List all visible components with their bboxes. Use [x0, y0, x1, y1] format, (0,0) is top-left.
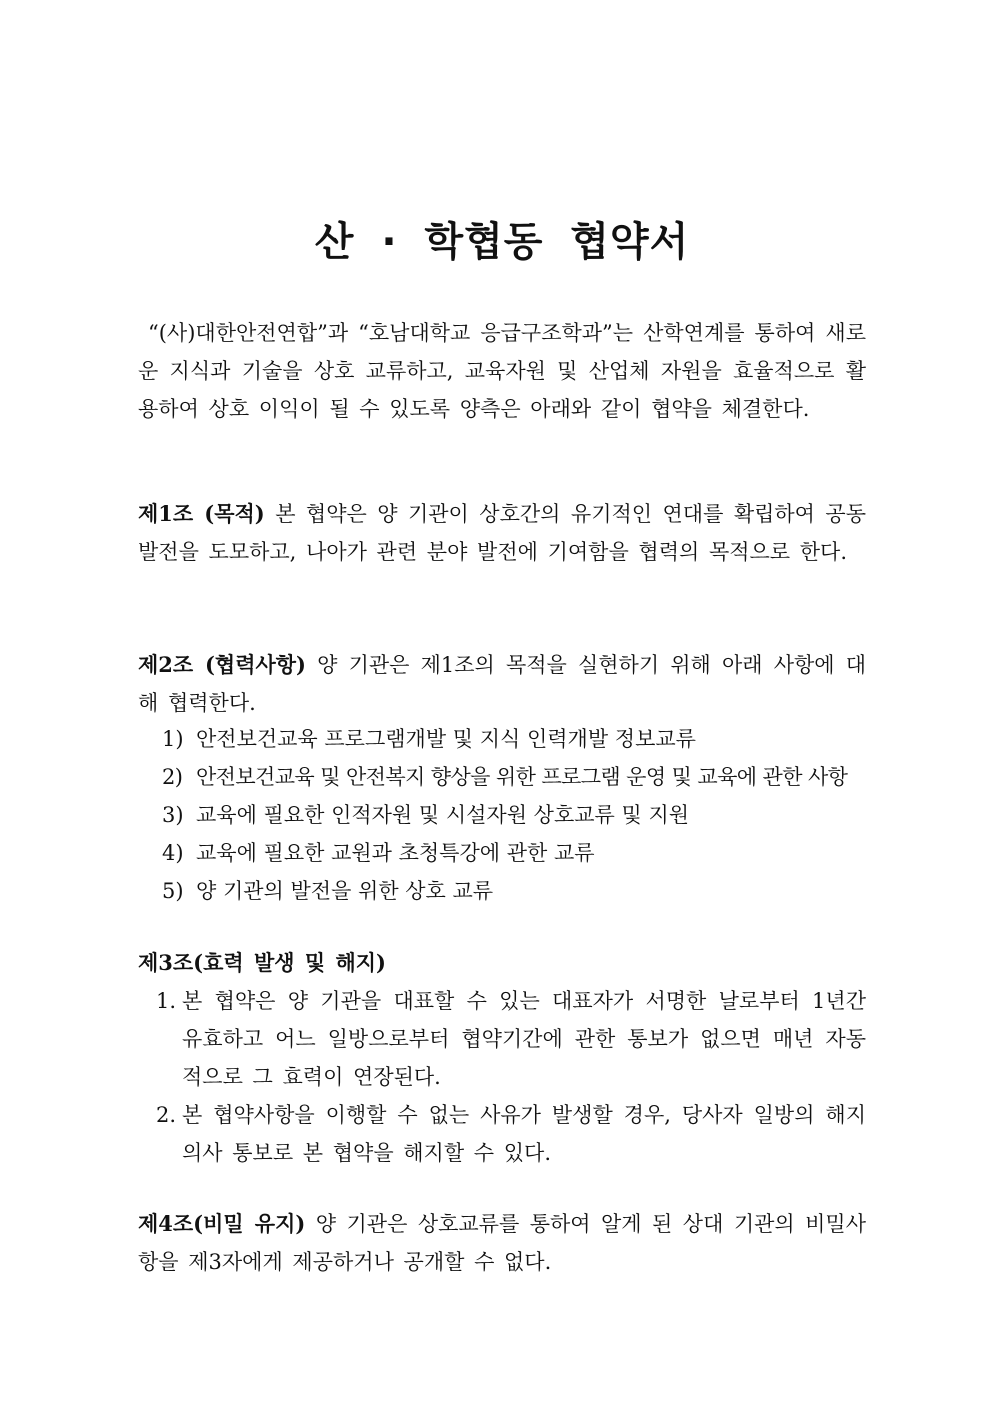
list-item-number: 1.: [155, 989, 176, 1013]
article-4-body: 양 기관은 상호교류를 통하여 알게 된 상대 기관의 비밀사항을 제3자에게 제공하거나 공개할 수 없다.: [138, 1212, 866, 1274]
article-3-heading: 제3조(효력 발생 및 해지): [138, 950, 386, 975]
list-item: [138, 834, 866, 872]
document-page: [138, 0, 866, 1403]
article-1-body: 본 협약은 양 기관이 상호간의 유기적인 연대를 확립하여 공동발전을 도모하고, 나아가 관련 분야 발전에 기여함을 협력의 목적으로 한다.: [138, 502, 866, 564]
list-item-number: 2.: [155, 1103, 176, 1127]
document-title: 산 · 학협동 협약서: [314, 219, 690, 265]
list-item-number: 4): [162, 841, 184, 865]
list-item-text: 안전보건교육 프로그램개발 및 지식 인력개발 정보교류: [196, 727, 696, 751]
article-2: [138, 646, 866, 722]
list-item-text: 안전보건교육 및 안전복지 향상을 위한 프로그램 운영 및 교육에 관한 사항: [196, 765, 848, 789]
article-2-list: [138, 720, 866, 910]
list-item-number: 5): [162, 879, 184, 903]
list-item: [138, 1096, 866, 1172]
list-item-text: 본 협약사항을 이행할 수 없는 사유가 발생할 경우, 당사자 일방의 해지의사 통보로 본 협약을 해지할 수 있다.: [182, 1103, 866, 1165]
article-4: [138, 1205, 866, 1281]
preamble-paragraph: “(사)대한안전연합”과 “호남대학교 응급구조학과”는 산학연계를 통하여 새로운 지식과 기술을 상호 교류하고, 교육자원 및 산업체 자원을 효율적으로 활용하여 상호 이익이 될 수 있도록 양측은 아래와 같이 협약을 체결한다.: [138, 321, 866, 421]
list-item: [138, 758, 866, 796]
list-item-text: 교육에 필요한 교원과 초청특강에 관한 교류: [196, 841, 595, 865]
article-1: [138, 495, 866, 571]
article-2-heading: 제2조 (협력사항): [138, 652, 306, 677]
list-item-text: 양 기관의 발전을 위한 상호 교류: [196, 879, 494, 903]
list-item-number: 3): [162, 803, 184, 827]
list-item: [138, 796, 866, 834]
article-2-body: 양 기관은 제1조의 목적을 실현하기 위해 아래 사항에 대해 협력한다.: [138, 653, 867, 715]
article-1-heading: 제1조 (목적): [138, 501, 265, 526]
list-item-number: 1): [162, 727, 184, 751]
article-3-list: [138, 982, 866, 1172]
list-item-number: 2): [162, 765, 183, 789]
list-item-text: 교육에 필요한 인적자원 및 시설자원 상호교류 및 지원: [196, 803, 690, 827]
list-item: [138, 872, 866, 910]
article-4-heading: 제4조(비밀 유지): [138, 1211, 306, 1236]
article-3: [138, 944, 866, 982]
list-item: [138, 720, 866, 758]
list-item-text: 본 협약은 양 기관을 대표할 수 있는 대표자가 서명한 날로부터 1년간 유효하고 어느 일방으로부터 협약기간에 관한 통보가 없으면 매년 자동적으로 그 효력이 연장된다.: [182, 989, 866, 1089]
list-item: [138, 982, 866, 1096]
